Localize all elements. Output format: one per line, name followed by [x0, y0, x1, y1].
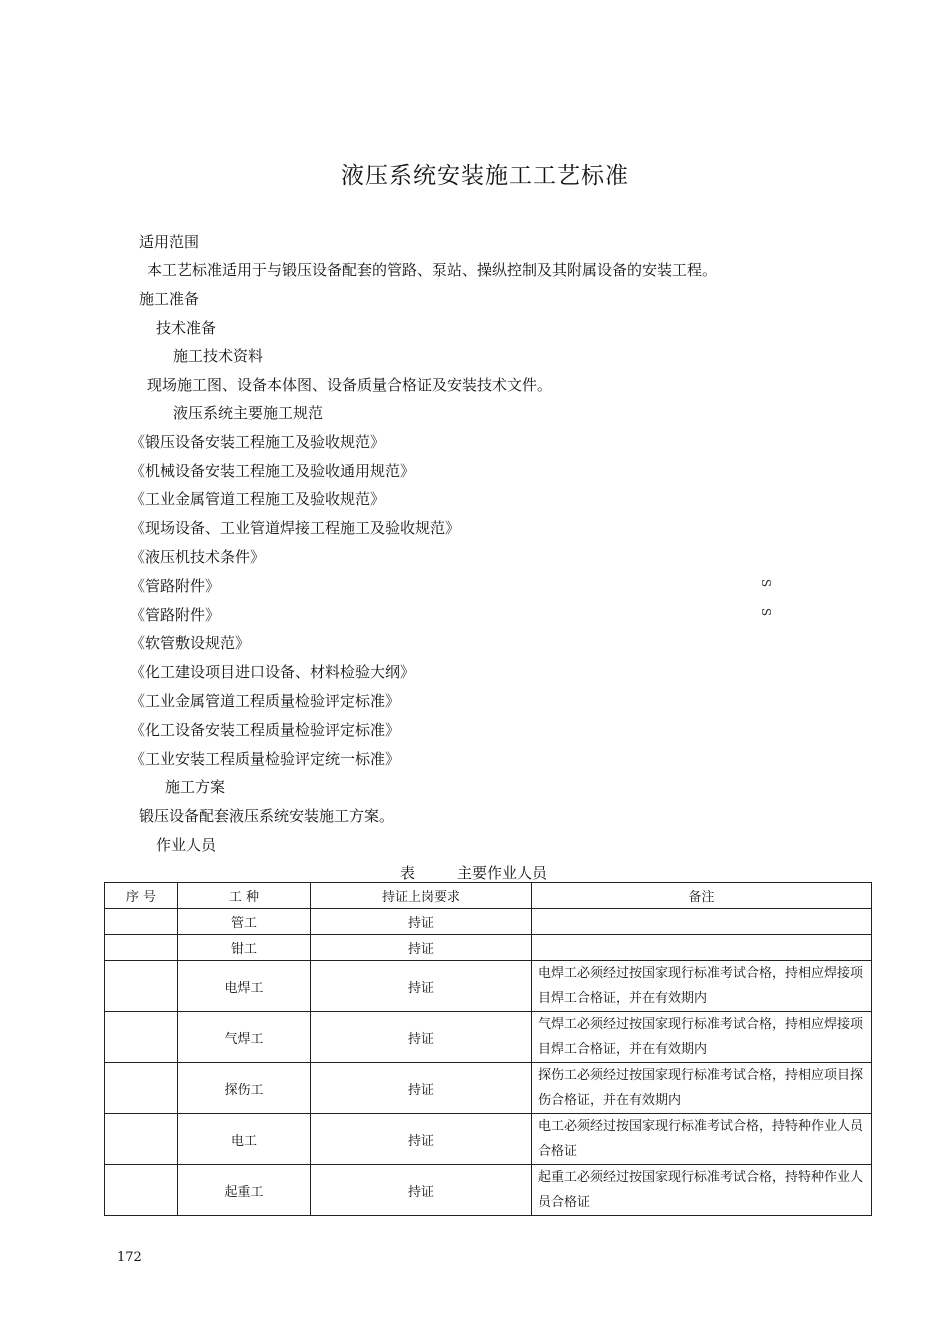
cell-requirement: 持证 [311, 961, 532, 1012]
cell-note: 起重工必须经过按国家现行标准考试合格，持特种作业人员合格证 [532, 1165, 872, 1216]
subheading-plan: 施工方案 [165, 778, 226, 796]
table-row [105, 1012, 872, 1063]
spec-item: 《锻压设备安装工程施工及验收规范》 [130, 433, 386, 451]
cell-no [105, 1012, 178, 1063]
page-number: 172 [117, 1250, 142, 1265]
col-header-trade: 工 种 [178, 883, 311, 909]
cell-note: 电焊工必须经过按国家现行标准考试合格，持相应焊接项目焊工合格证，并在有效期内 [532, 961, 872, 1012]
cell-no [105, 1165, 178, 1216]
cell-trade: 管工 [178, 909, 311, 935]
spec-item: 《化工建设项目进口设备、材料检验大纲》 [130, 663, 416, 681]
table-caption-title: 主要作业人员 [457, 864, 548, 882]
plan-text: 锻压设备配套液压系统安装施工方案。 [139, 807, 395, 825]
cell-no [105, 1114, 178, 1165]
cell-note: 电工必须经过按国家现行标准考试合格，持特种作业人员合格证 [532, 1114, 872, 1165]
page-title: 液压系统安装施工工艺标准 [341, 163, 629, 189]
section-heading-scope: 适用范围 [139, 233, 200, 251]
cell-trade: 起重工 [178, 1165, 311, 1216]
cell-no [105, 961, 178, 1012]
cell-note [532, 909, 872, 935]
cell-requirement: 持证 [311, 935, 532, 961]
spec-item: 《液压机技术条件》 [130, 548, 266, 566]
tech-docs-text: 现场施工图、设备本体图、设备质量合格证及安装技术文件。 [147, 376, 553, 394]
cell-note [532, 935, 872, 961]
spec-item: 《管路附件》 [130, 606, 221, 624]
table-caption-prefix: 表 [400, 864, 416, 882]
side-mark: S [759, 578, 774, 588]
table-row [105, 1114, 872, 1165]
table-row [105, 1063, 872, 1114]
subheading-tech-docs: 施工技术资料 [173, 347, 264, 365]
spec-item: 《工业安装工程质量检验评定统一标准》 [130, 750, 401, 768]
table-row [105, 909, 872, 935]
scope-text: 本工艺标准适用于与锻压设备配套的管路、泵站、操纵控制及其附属设备的安装工程。 [147, 261, 718, 279]
spec-item: 《工业金属管道工程施工及验收规范》 [130, 490, 386, 508]
spec-item: 《现场设备、工业管道焊接工程施工及验收规范》 [130, 519, 461, 537]
subheading-staff: 作业人员 [156, 836, 217, 854]
spec-item: 《软管敷设规范》 [130, 634, 251, 652]
spec-item: 《工业金属管道工程质量检验评定标准》 [130, 692, 401, 710]
table-row [105, 1165, 872, 1216]
table-caption [400, 862, 547, 883]
section-heading-prep: 施工准备 [139, 290, 200, 308]
spec-item: 《机械设备安装工程施工及验收通用规范》 [130, 462, 416, 480]
cell-requirement: 持证 [311, 1063, 532, 1114]
cell-trade: 气焊工 [178, 1012, 311, 1063]
cell-no [105, 935, 178, 961]
spec-item: 《管路附件》 [130, 577, 221, 595]
subheading-tech-prep: 技术准备 [156, 319, 217, 337]
col-header-no: 序 号 [105, 883, 178, 909]
staff-table [104, 882, 872, 1216]
spec-item: 《化工设备安装工程质量检验评定标准》 [130, 721, 401, 739]
cell-note: 探伤工必须经过按国家现行标准考试合格，持相应项目探伤合格证，并在有效期内 [532, 1063, 872, 1114]
col-header-requirement: 持证上岗要求 [311, 883, 532, 909]
cell-requirement: 持证 [311, 909, 532, 935]
cell-requirement: 持证 [311, 1012, 532, 1063]
cell-requirement: 持证 [311, 1114, 532, 1165]
cell-trade: 电工 [178, 1114, 311, 1165]
side-mark: S [759, 607, 774, 617]
cell-trade: 钳工 [178, 935, 311, 961]
table-row [105, 961, 872, 1012]
table-header-row [105, 883, 872, 909]
cell-no [105, 909, 178, 935]
cell-trade: 探伤工 [178, 1063, 311, 1114]
table-row [105, 935, 872, 961]
cell-no [105, 1063, 178, 1114]
subheading-specs: 液压系统主要施工规范 [173, 404, 324, 422]
col-header-note: 备注 [532, 883, 872, 909]
cell-note: 气焊工必须经过按国家现行标准考试合格，持相应焊接项目焊工合格证，并在有效期内 [532, 1012, 872, 1063]
cell-trade: 电焊工 [178, 961, 311, 1012]
cell-requirement: 持证 [311, 1165, 532, 1216]
